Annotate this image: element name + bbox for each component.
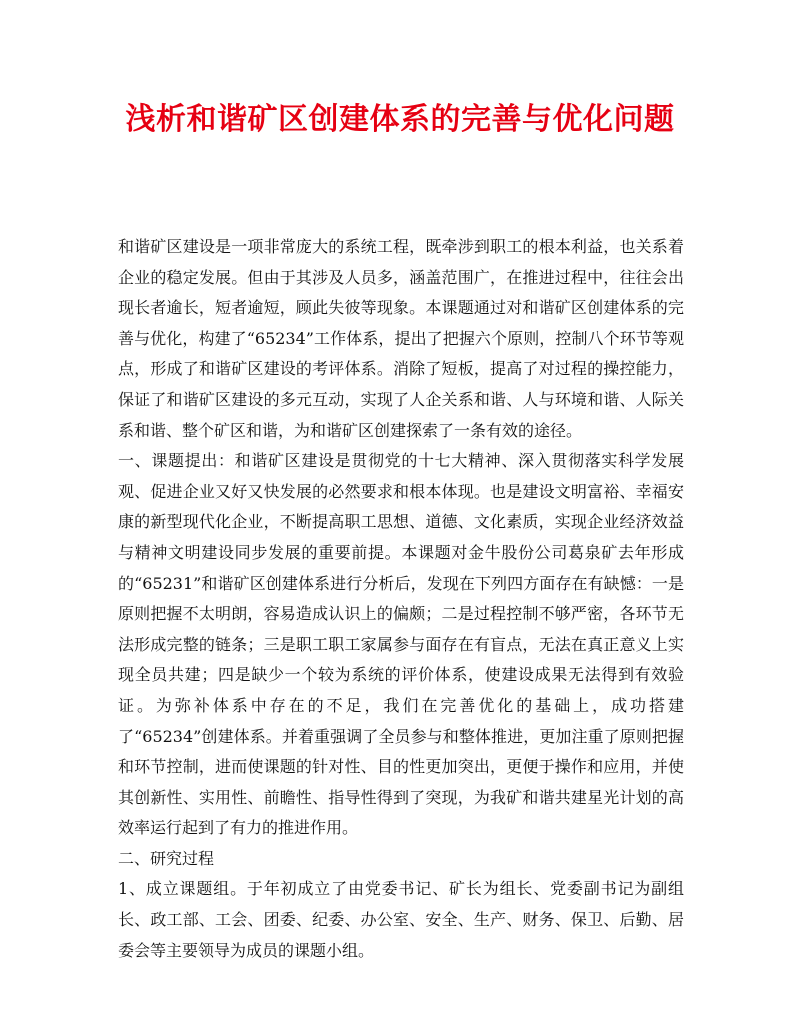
section-one-paragraph: 一、课题提出：和谐矿区建设是贯彻党的十七大精神、深入贯彻落实科学发展观、促进企业又好又快发展的必然要求和根本体现。也是建设文明富裕、幸福安康的新型现代化企业，不断提高职工思想、道德、文化素质，实现企业经济效益与精神文明建设同步发展的重要前提。本课题对金牛股份公司葛泉矿去年形成的“65231”和谐矿区创建体系进行分析后，发现在下列四方面存在有缺憾：一是原则把握不太明朗，容易造成认识上的偏颇；二是过程控制不够严密，各环节无法形成完整的链条；三是职工职工家属参与面存在有盲点，无法在真正意义上实现全员共建；四是缺少一个较为系统的评价体系，使建设成果无法得到有效验证。为弥补体系中存在的不足，我们在完善优化的基础上，成功搭建了“65234”创建体系。并着重强调了全员参与和整体推进，更加注重了原则把握和环节控制，进而使课题的针对性、目的性更加突出，更便于操作和应用，并使其创新性、实用性、前瞻性、指导性得到了突现，为我矿和谐共建星光计划的高效率运行起到了有力的推进作用。 [118,451,684,838]
document-body [118,232,684,966]
section-two-heading: 二、研究过程 [118,848,215,868]
abstract-paragraph: 和谐矿区建设是一项非常庞大的系统工程，既牵涉到职工的根本利益，也关系着企业的稳定发展。但由于其涉及人员多，涵盖范围广，在推进过程中，往往会出现长者逾长，短者逾短，顾此失彼等现象。本课题通过对和谐矿区创建体系的完善与优化，构建了“65234”工作体系，提出了把握六个原则，控制八个环节等观点，形成了和谐矿区建设的考评体系。消除了短板，提高了对过程的操控能力，保证了和谐矿区建设的多元互动，实现了人企关系和谐、人与环境和谐、人际关系和谐、整个矿区和谐，为和谐矿区创建探索了一条有效的途径。 [118,237,684,440]
document-title: 浅析和谐矿区创建体系的完善与优化问题 [125,102,675,137]
step-one-paragraph: 1、成立课题组。于年初成立了由党委书记、矿长为组长、党委副书记为副组长、政工部、工会、团委、纪委、办公室、安全、生产、财务、保卫、后勤、居委会等主要领导为成员的课题小组。 [118,879,684,960]
